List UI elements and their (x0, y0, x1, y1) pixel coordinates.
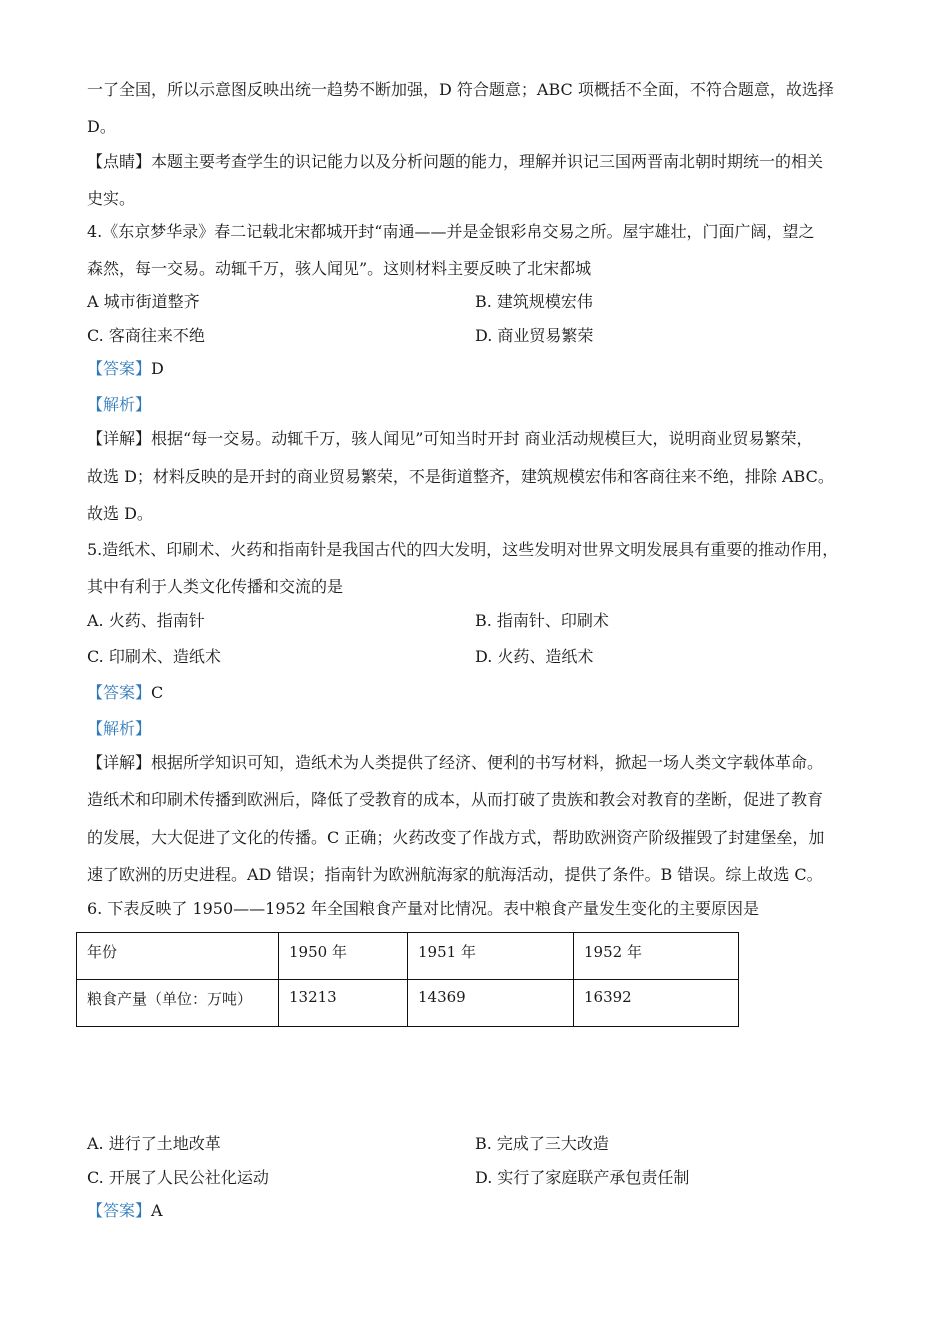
table-header-cell: 1950 年 (279, 933, 408, 980)
q6-option-a: A. 进行了土地改革 (87, 1134, 221, 1153)
comment-tag: 【点睛】 (87, 152, 152, 171)
detail-text: 根据“每一交易。动辄千万，骇人闻见”可知当时开封 商业活动规模巨大，说明商业贸易繁荣， (151, 429, 813, 448)
q5-detail-line2: 造纸术和印刷术传播到欧洲后，降低了受教育的成本，从而打破了贵族和教会对教育的垄断，促进了教育 (87, 790, 824, 809)
detail-tag: 【详解】 (87, 753, 152, 772)
answer-value: C (151, 683, 164, 702)
q5-option-a: A. 火药、指南针 (87, 611, 205, 630)
detail-text: 根据所学知识可知，造纸术为人类提供了经济、便利的书写材料，掀起一场人类文字载体革命。 (151, 753, 824, 772)
q5-option-c: C. 印刷术、造纸术 (87, 647, 221, 666)
q5-option-d: D. 火药、造纸术 (475, 647, 594, 666)
table-cell: 粮食产量（单位：万吨） (77, 980, 279, 1027)
q6-stem: 6. 下表反映了 1950——1952 年全国粮食产量对比情况。表中粮食产量发生变化的主要原因是 (87, 899, 759, 918)
answer-value: D (151, 359, 164, 378)
q5-detail-line3: 的发展，大大促进了文化的传播。C 正确；火药改变了作战方式，帮助欧洲资产阶级摧毁了封建堡垒，加 (87, 828, 825, 847)
q4-option-a: A 城市街道整齐 (87, 292, 200, 311)
table-header-cell: 1951 年 (408, 933, 574, 980)
q6-answer (87, 1201, 163, 1221)
q3-comment-line1 (87, 152, 823, 172)
q4-stem-line1: 4.《东京梦华录》春二记载北宋都城开封“南通——并是金银彩帛交易之所。屋宇雄壮，门面广阔，望之 (87, 222, 815, 241)
q4-detail-line3: 故选 D。 (87, 504, 153, 523)
q4-option-b: B. 建筑规模宏伟 (475, 292, 593, 311)
answer-tag: 【答案】 (87, 359, 152, 378)
q5-detail-line4: 速了欧洲的历史进程。AD 错误；指南针为欧洲航海家的航海活动，提供了条件。B 错误。综上故选 C。 (87, 865, 823, 884)
table-cell: 14369 (408, 980, 574, 1027)
answer-value: A (151, 1201, 163, 1220)
table-cell: 13213 (279, 980, 408, 1027)
q6-option-d: D. 实行了家庭联产承包责任制 (475, 1168, 690, 1187)
q6-option-c: C. 开展了人民公社化运动 (87, 1168, 269, 1187)
comment-text: 本题主要考查学生的识记能力以及分析问题的能力，理解并识记三国两晋南北朝时期统一的相关 (151, 152, 824, 171)
q3-explanation-line1: 一了全国，所以示意图反映出统一趋势不断加强，D 符合题意；ABC 项概括不全面，不符合题意，故选择 (87, 80, 834, 99)
answer-tag: 【答案】 (87, 683, 152, 702)
q6-option-b: B. 完成了三大改造 (475, 1134, 609, 1153)
q3-explanation-line2: D。 (87, 117, 116, 136)
q4-option-c: C. 客商往来不绝 (87, 326, 205, 345)
q3-comment-line2: 史实。 (87, 189, 136, 208)
q5-option-b: B. 指南针、印刷术 (475, 611, 609, 630)
table-header-cell: 1952 年 (574, 933, 739, 980)
table-cell: 16392 (574, 980, 739, 1027)
q5-detail-line1 (87, 753, 823, 773)
detail-tag: 【详解】 (87, 429, 152, 448)
q4-answer (87, 359, 164, 379)
q4-stem-line2: 森然，每一交易。动辄千万，骇人闻见”。这则材料主要反映了北宋都城 (87, 259, 592, 278)
q4-analysis-tag: 【解析】 (87, 395, 152, 414)
q5-analysis-tag: 【解析】 (87, 719, 152, 738)
q5-stem-line1: 5.造纸术、印刷术、火药和指南针是我国古代的四大发明，这些发明对世界文明发展具有重要的推动作用， (87, 540, 839, 559)
table-header-row (77, 933, 739, 980)
grain-output-table (76, 932, 739, 1027)
q4-detail-line1 (87, 429, 812, 449)
q4-option-d: D. 商业贸易繁荣 (475, 326, 594, 345)
q5-answer (87, 683, 163, 703)
table-header-cell: 年份 (77, 933, 279, 980)
answer-tag: 【答案】 (87, 1201, 152, 1220)
q4-detail-line2: 故选 D；材料反映的是开封的商业贸易繁荣，不是街道整齐，建筑规模宏伟和客商往来不绝，排除 ABC。 (87, 467, 834, 486)
table-row (77, 980, 739, 1027)
q5-stem-line2: 其中有利于人类文化传播和交流的是 (87, 577, 344, 596)
